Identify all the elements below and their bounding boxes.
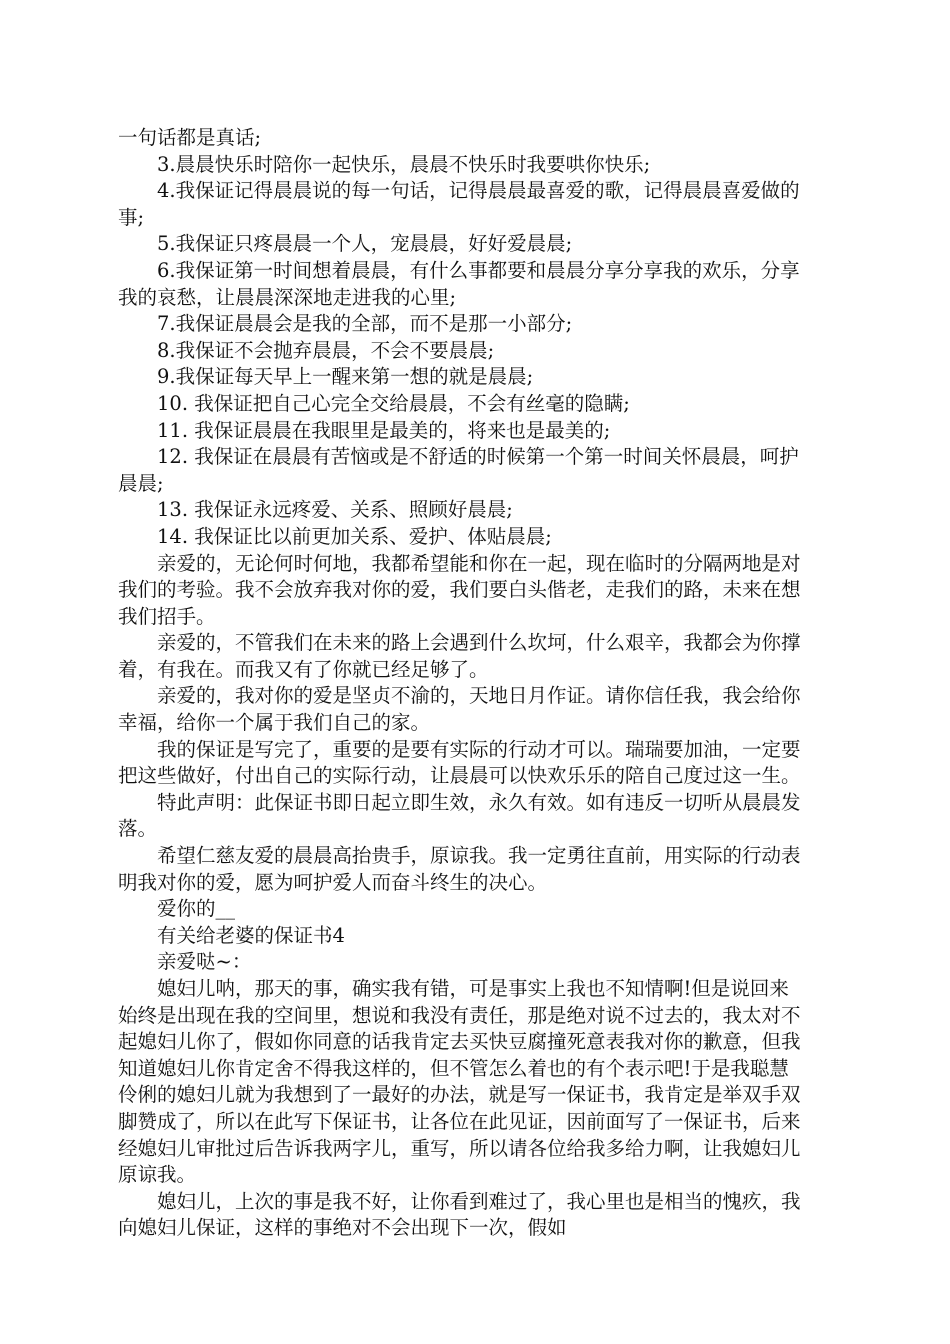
pledge-item-3: 3.晨晨快乐时陪你一起快乐，晨晨不快乐时我要哄你快乐; — [157, 152, 651, 176]
body-paragraph: 亲爱的，无论何时何地，我都希望能和你在一起，现在临时的分隔两地是对我们的考验。我不会放弃我对你的爱，我们要白头偕老，走我们的路，未来在想我们招手。 — [118, 551, 801, 628]
section-heading: 有关给老婆的保证书4 — [157, 923, 345, 947]
pledge-item-9: 9.我保证每天早上一醒来第一想的就是晨晨; — [157, 365, 534, 389]
body-paragraph: 亲爱的，我对你的爱是坚贞不渝的，天地日月作证。请你信任我，我会给你幸福，给你一个属于我们自己的家。 — [118, 684, 801, 735]
pledge-item-13: 13. 我保证永远疼爱、关系、照顾好晨晨; — [157, 498, 513, 522]
document-body — [118, 125, 808, 1242]
salutation: 亲爱哒~： — [157, 950, 252, 974]
pledge-item-14: 14. 我保证比以前更加关系、爱护、体贴晨晨; — [157, 524, 552, 548]
pledge-item-10: 10. 我保证把自己心完全交给晨晨，不会有丝毫的隐瞒; — [157, 391, 630, 415]
declaration-paragraph: 特此声明：此保证书即日起立即生效，永久有效。如有违反一切听从晨晨发落。 — [118, 790, 801, 841]
pledge-item-6: 6.我保证第一时间想着晨晨，有什么事都要和晨晨分享分享我的欢乐，分享我的哀愁，让晨晨深深地走进我的心里; — [118, 258, 800, 309]
body-paragraph: 媳妇儿呐，那天的事，确实我有错，可是事实上我也不知情啊!但是说回来始终是出现在我的空间里，想说和我没有责任，那是绝对说不过去的，我太对不起媳妇儿你了，假如你同意的话我肯定去买快豆腐撞死意表我对你的歉意，但我知道媳妇儿你肯定舍不得我这样的，但不管怎么着也的有个表示吧!于是我聪慧伶俐的媳妇儿就为我想到了一最好的办法，就是写一保证书，我肯定是举双手双脚赞成了，所以在此写下保证书，让各位在此见证，因前面写了一保证书，后来经媳妇儿审批过后告诉我两字儿，重写，所以请各位给我多给力啊，让我媳妇儿原谅我。 — [118, 977, 801, 1187]
pledge-item-11: 11. 我保证晨晨在我眼里是最美的，将来也是最美的; — [157, 418, 611, 442]
pledge-item-8: 8.我保证不会抛弃晨晨，不会不要晨晨; — [157, 338, 495, 362]
paragraph-continuation: 一句话都是真话; — [118, 126, 262, 149]
pledge-item-12: 12. 我保证在晨晨有苦恼或是不舒适的时候第一个第一时间关怀晨晨，呵护晨晨; — [118, 445, 799, 495]
body-paragraph: 媳妇儿，上次的事是我不好，让你看到难过了，我心里也是相当的愧疚，我向媳妇儿保证，这样的事绝对不会出现下一次，假如 — [118, 1189, 801, 1240]
signature-line: 爱你的__ — [157, 897, 236, 921]
pledge-item-4: 4.我保证记得晨晨说的每一句话，记得晨晨最喜爱的歌，记得晨晨喜爱做的事; — [118, 179, 800, 229]
body-paragraph: 亲爱的，不管我们在未来的路上会遇到什么坎坷，什么艰辛，我都会为你撑着，有我在。而我又有了你就已经足够了。 — [118, 631, 801, 681]
body-paragraph: 希望仁慈友爱的晨晨高抬贵手，原谅我。我一定勇往直前，用实际的行动表明我对你的爱，愿为呵护爱人而奋斗终生的决心。 — [118, 844, 801, 894]
pledge-item-7: 7.我保证晨晨会是我的全部，而不是那一小部分; — [157, 312, 573, 336]
body-paragraph: 我的保证是写完了，重要的是要有实际的行动才可以。瑞瑞要加油，一定要把这些做好，付出自己的实际行动，让晨晨可以快欢乐乐的陪自己度过这一生。 — [118, 737, 801, 788]
pledge-item-5: 5.我保证只疼晨晨一个人，宠晨晨，好好爱晨晨; — [157, 232, 573, 256]
